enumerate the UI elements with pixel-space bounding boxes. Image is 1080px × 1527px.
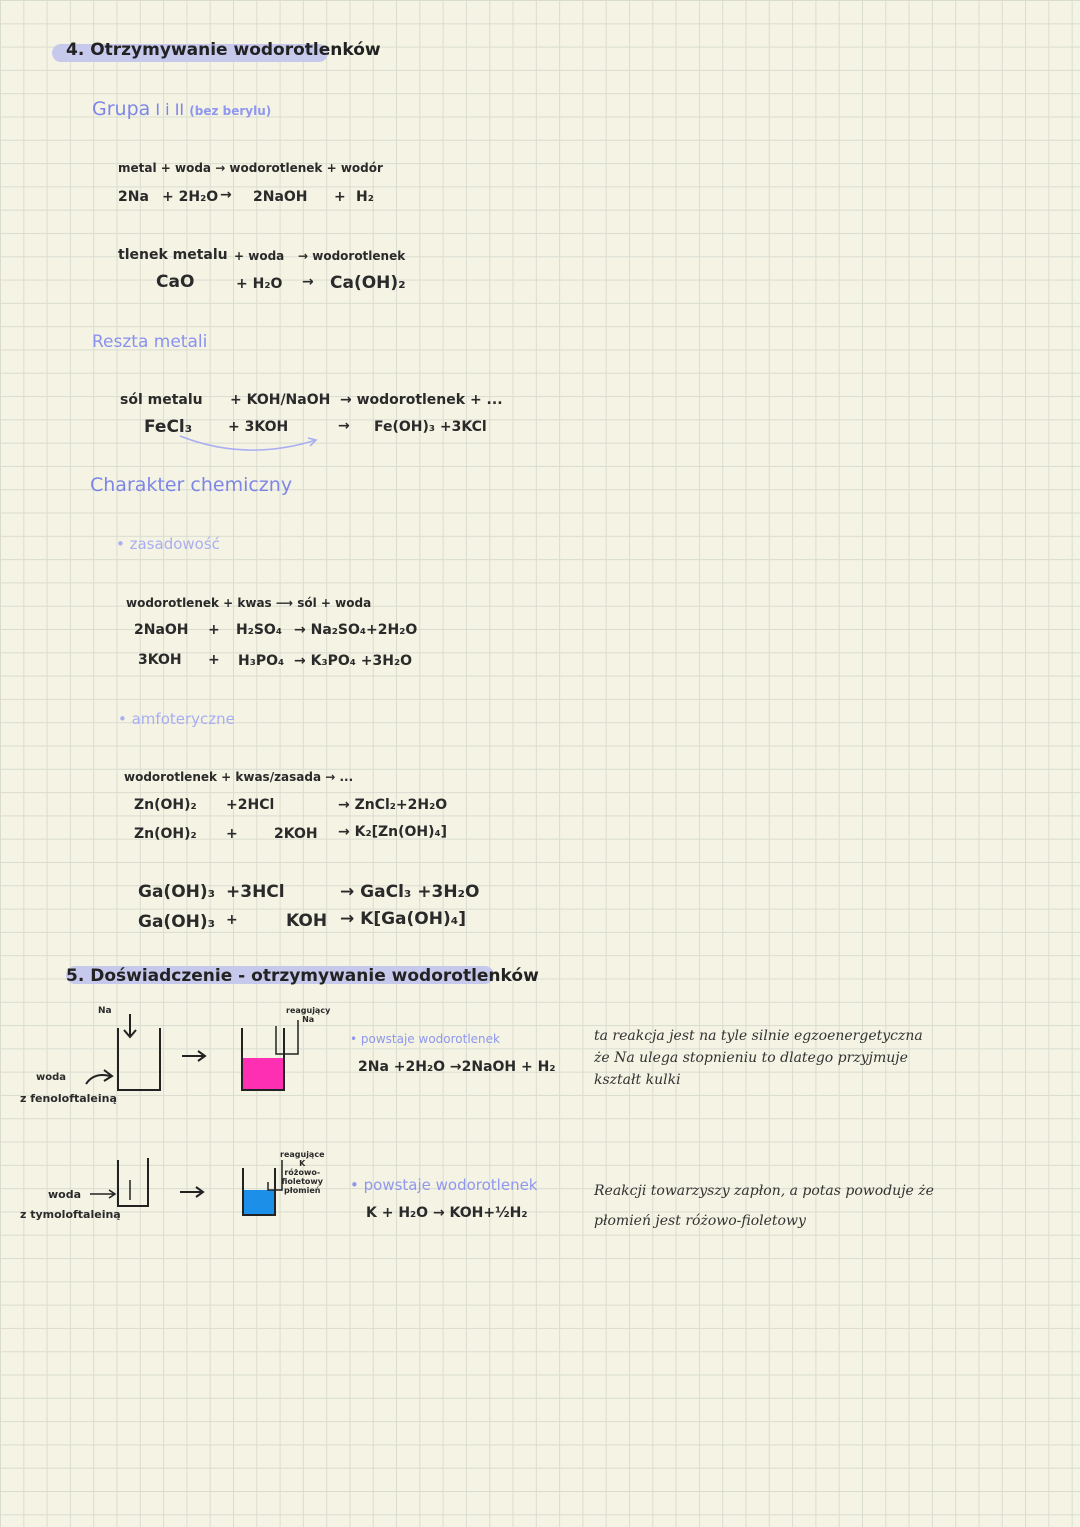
eq2-words-a: tlenek metalu xyxy=(118,247,228,263)
exp1-note-line3: kształt kulki xyxy=(594,1072,681,1088)
exp1-equation: 2Na +2H₂O →2NaOH + H₂ xyxy=(358,1059,556,1075)
exp1-reacting-line1: reagujący xyxy=(286,1006,331,1015)
exp1-water-label: woda xyxy=(36,1072,67,1083)
character-heading: Charakter chemiczny xyxy=(90,474,293,496)
exp1-note xyxy=(594,1025,923,1091)
group-heading-text: Grupa xyxy=(92,98,151,120)
zn1-b: +2HCl xyxy=(226,797,275,813)
exp2-note-line2: płomień jest różowo-fioletowy xyxy=(594,1213,806,1229)
eq3-arrow: → xyxy=(338,418,350,434)
zn2-a: Zn(OH)₂ xyxy=(134,826,197,842)
exp1-note-line1: ta reakcja jest na tyle silnie egzoenergetyczna xyxy=(594,1028,923,1044)
basic-eq1-d: → Na₂SO₄+2H₂O xyxy=(294,622,418,638)
group-note: (bez berylu) xyxy=(189,104,272,118)
exp2-arrow-icon xyxy=(178,1184,208,1200)
zn1-a: Zn(OH)₂ xyxy=(134,797,197,813)
section4-title: 4. Otrzymywanie wodorotlenków xyxy=(66,40,381,60)
exp1-result-label: • powstaje wodorotlenek xyxy=(350,1032,500,1046)
eq3-product: Fe(OH)₃ +3KCl xyxy=(374,419,487,435)
exp1-reacting-label xyxy=(286,1006,330,1024)
eq1-reactant2: + 2H₂O xyxy=(162,189,219,205)
basic-eq2-a: 3KOH xyxy=(138,652,182,668)
zn1-c: → ZnCl₂+2H₂O xyxy=(338,797,448,813)
group-roman: I i II xyxy=(155,100,185,119)
eq1-reactant1: 2Na xyxy=(118,189,149,205)
ga2-c: KOH xyxy=(286,911,328,931)
ga2-b: + xyxy=(226,912,238,928)
ga1-b: +3HCl xyxy=(226,882,285,902)
zn2-c: 2KOH xyxy=(274,826,318,842)
basic-eq2-c: H₃PO₄ xyxy=(238,653,285,669)
amph-words: wodorotlenek + kwas/zasada → ... xyxy=(124,770,354,784)
eq1-product1: 2NaOH xyxy=(253,189,308,205)
amph-label: • amfoteryczne xyxy=(118,710,235,728)
rest-heading xyxy=(92,332,207,352)
basic-words: wodorotlenek + kwas ⟶ sól + woda xyxy=(126,596,372,610)
eq3-reactant2: + 3KOH xyxy=(228,419,289,435)
exp1-indicator-label: z fenoloftaleiną xyxy=(20,1092,117,1105)
exp2-equation: K + H₂O → KOH+½H₂ xyxy=(366,1205,528,1221)
exp1-metal-label: Na xyxy=(98,1006,112,1016)
eq3-words-b: + KOH/NaOH xyxy=(230,392,331,408)
eq3-words-c: → wodorotlenek + ... xyxy=(340,392,503,408)
exp2-reacting-line1: reagujące xyxy=(280,1150,325,1159)
zn2-b: + xyxy=(226,826,238,842)
basic-eq1-c: H₂SO₄ xyxy=(236,622,282,638)
exp1-note-line2: że Na ulega stopnieniu to dlatego przyjmuje xyxy=(594,1050,908,1066)
ga1-a: Ga(OH)₃ xyxy=(138,882,216,902)
section5-title: 5. Doświadczenie - otrzymywanie wodorotlenków xyxy=(66,966,539,986)
exp2-result-label: • powstaje wodorotlenek xyxy=(350,1176,538,1194)
eq2-words-b: + woda xyxy=(234,249,285,263)
basic-eq1-b: + xyxy=(208,622,220,638)
exp1-arrow-icon xyxy=(180,1048,210,1064)
exp2-flame-line3: płomień xyxy=(284,1186,321,1195)
eq2-product: Ca(OH)₂ xyxy=(330,273,406,293)
exp2-water-label: woda xyxy=(48,1188,82,1201)
exp2-indicator-label: z tymoloftaleiną xyxy=(20,1208,121,1221)
exp1-beaker-after xyxy=(236,1018,306,1098)
ga2-a: Ga(OH)₃ xyxy=(138,912,216,932)
exp2-reacting-label xyxy=(280,1150,325,1195)
ga2-d: → K[Ga(OH)₄] xyxy=(340,909,466,929)
eq2-arrow: → xyxy=(302,274,314,290)
group-heading xyxy=(92,98,271,120)
eq1-arrow: → xyxy=(220,187,232,203)
basic-eq1-a: 2NaOH xyxy=(134,622,189,638)
eq3-words-a: sól metalu xyxy=(120,392,203,408)
basic-eq2-b: + xyxy=(208,652,220,668)
basic-eq2-d: → K₃PO₄ +3H₂O xyxy=(294,653,412,669)
zn2-d: → K₂[Zn(OH)₄] xyxy=(338,824,448,840)
exp2-note-line1: Reakcji towarzyszy zapłon, a potas powoduje że xyxy=(594,1183,934,1199)
exp2-note xyxy=(594,1176,934,1236)
eq1-product2: H₂ xyxy=(356,189,374,205)
eq2-words-c: → wodorotlenek xyxy=(298,249,406,263)
eq3-reactant1: FeCl₃ xyxy=(144,417,193,437)
eq2-reactant1: CaO xyxy=(156,272,195,292)
exp2-flame-line2: fioletowy xyxy=(281,1177,324,1186)
ion-exchange-arc xyxy=(176,432,376,462)
eq1-plus: + xyxy=(334,189,346,205)
eq1-words: metal + woda → wodorotlenek + wodór xyxy=(118,161,383,175)
ga1-c: → GaCl₃ +3H₂O xyxy=(340,882,480,902)
exp2-flame-line1: różowo- xyxy=(284,1168,321,1177)
rest-heading-text: Reszta metali xyxy=(92,332,208,352)
exp2-reacting-line2: K xyxy=(299,1159,306,1168)
basic-label: • zasadowość xyxy=(116,535,220,553)
exp1-reacting-line2: Na xyxy=(302,1015,315,1024)
eq2-reactant2: + H₂O xyxy=(236,276,283,292)
